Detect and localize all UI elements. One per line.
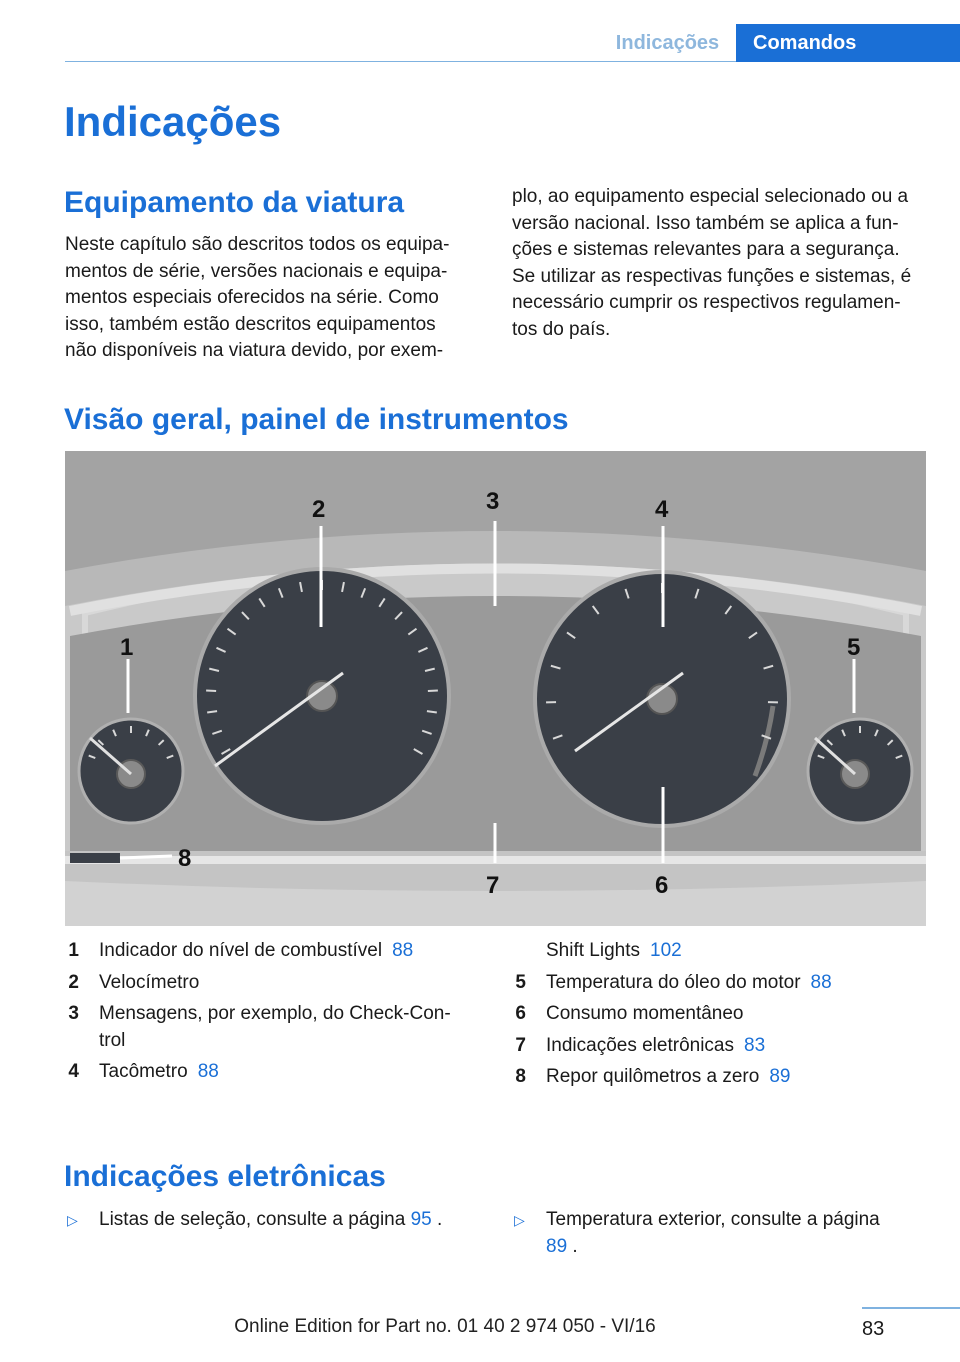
dial-tick <box>427 711 437 712</box>
page-number: 83 <box>862 1318 885 1340</box>
legend-item-4-cont <box>512 938 932 965</box>
text-line: mentos de série, versões nacionais e equipa- <box>65 260 448 282</box>
text-line: necessário cumprir os respectivos regulamen- <box>512 292 901 313</box>
page-ref-link[interactable]: 89 <box>546 1235 568 1257</box>
legend-number: 8 <box>515 1066 526 1087</box>
legend-text: Tacômetro <box>99 1061 188 1082</box>
page-ref-link[interactable]: 83 <box>744 1034 766 1056</box>
page-ref-link[interactable]: 89 <box>769 1066 791 1087</box>
callout-4: 4 <box>655 496 669 523</box>
callout-1: 1 <box>120 634 134 661</box>
text-line: plo, ao equipamento especial selecionado ou a <box>512 186 909 207</box>
callout-7: 7 <box>486 872 500 899</box>
equipment-text-col2 <box>512 184 932 343</box>
bullet-item-selection-lists <box>65 1207 479 1234</box>
triangle-bullet-icon: ▷ <box>514 1212 525 1228</box>
bullet-tail: . <box>567 1235 578 1257</box>
callout-3: 3 <box>486 488 500 515</box>
text-line: não disponíveis na viatura devido, por exem- <box>65 340 444 361</box>
page-ref-link[interactable]: 88 <box>197 1061 219 1082</box>
page-ref-link[interactable]: 88 <box>392 940 414 961</box>
legend-text: Mensagens, por exemplo, do Check-Con- <box>99 1003 451 1024</box>
legend-number: 7 <box>515 1034 526 1056</box>
legend-text: Repor quilômetros a zero <box>546 1066 760 1087</box>
instrument-cluster-figure <box>65 451 926 926</box>
section-heading-overview: Visão geral, painel de instrumentos <box>64 403 569 436</box>
dial-tick <box>207 711 217 712</box>
page-ref-link[interactable]: 95 <box>410 1209 432 1230</box>
legend-number: 5 <box>515 971 526 993</box>
text-line: tos do país. <box>512 318 611 340</box>
tab-comandos[interactable]: Comandos <box>736 24 960 62</box>
legend-number: 1 <box>68 940 79 961</box>
section-heading-equipment: Equipamento da viatura <box>64 186 405 219</box>
bullet-text: Temperatura exterior, consulte a página <box>546 1209 880 1230</box>
instrument-cluster-illustration <box>65 451 926 926</box>
legend-number: 2 <box>68 971 79 993</box>
triangle-bullet-icon: ▷ <box>67 1212 78 1228</box>
tab-indicacoes[interactable]: Indicações <box>615 32 720 54</box>
legend-item-2 <box>65 970 475 997</box>
text-line: ções e sistemas relevantes para a segurança. <box>512 239 900 260</box>
legend-text: Shift Lights <box>546 940 640 961</box>
section-heading-electronic: Indicações eletrônicas <box>64 1160 386 1193</box>
page-title: Indicações <box>64 98 282 145</box>
callout-8: 8 <box>178 845 192 872</box>
page-number-rule <box>862 1307 960 1309</box>
legend-number: 6 <box>515 1003 526 1024</box>
legend-item-1 <box>65 938 475 965</box>
bullet-text: Listas de seleção, consulte a página <box>99 1209 406 1230</box>
bullet-tail: . <box>431 1209 443 1230</box>
legend-text: Indicações eletrônicas <box>546 1034 734 1056</box>
legend-left <box>65 938 475 1086</box>
bullet-item-outside-temperature <box>512 1207 926 1260</box>
text-line: Se utilizar as respectivas funções e sistemas, é <box>512 265 912 287</box>
legend-item-3 <box>65 1001 475 1054</box>
callout-5: 5 <box>847 634 861 661</box>
legend-item-4 <box>65 1059 475 1086</box>
legend-number: 4 <box>68 1061 79 1082</box>
text-line: mentos especiais oferecidos na série. Como <box>65 287 439 308</box>
legend-number: 3 <box>68 1003 79 1024</box>
footer-text: Online Edition for Part no. 01 40 2 974 050 - VI/16 <box>234 1316 656 1337</box>
footer-edition <box>0 1316 960 1338</box>
callout-6: 6 <box>655 872 669 899</box>
text-line: isso, também estão descritos equipamentos <box>65 313 436 335</box>
legend-text: Consumo momentâneo <box>546 1003 744 1024</box>
legend-item-6 <box>512 1001 932 1028</box>
legend-item-8 <box>512 1064 932 1091</box>
legend-item-5 <box>512 970 932 997</box>
page-ref-link[interactable]: 88 <box>810 971 832 993</box>
page-ref-link[interactable]: 102 <box>650 940 682 961</box>
legend-text: Temperatura do óleo do motor <box>546 971 801 993</box>
equipment-text-col1 <box>65 232 475 365</box>
legend-item-7 <box>512 1033 932 1060</box>
text-line: Neste capítulo são descritos todos os equipa- <box>65 234 450 255</box>
legend-text: trol <box>99 1029 126 1051</box>
legend-right <box>512 938 932 1091</box>
text-line: versão nacional. Isso também se aplica a fun- <box>512 212 899 234</box>
legend-text: Indicador do nível de combustível <box>99 940 383 961</box>
legend-text: Velocímetro <box>99 971 200 993</box>
callout-2: 2 <box>312 496 326 523</box>
